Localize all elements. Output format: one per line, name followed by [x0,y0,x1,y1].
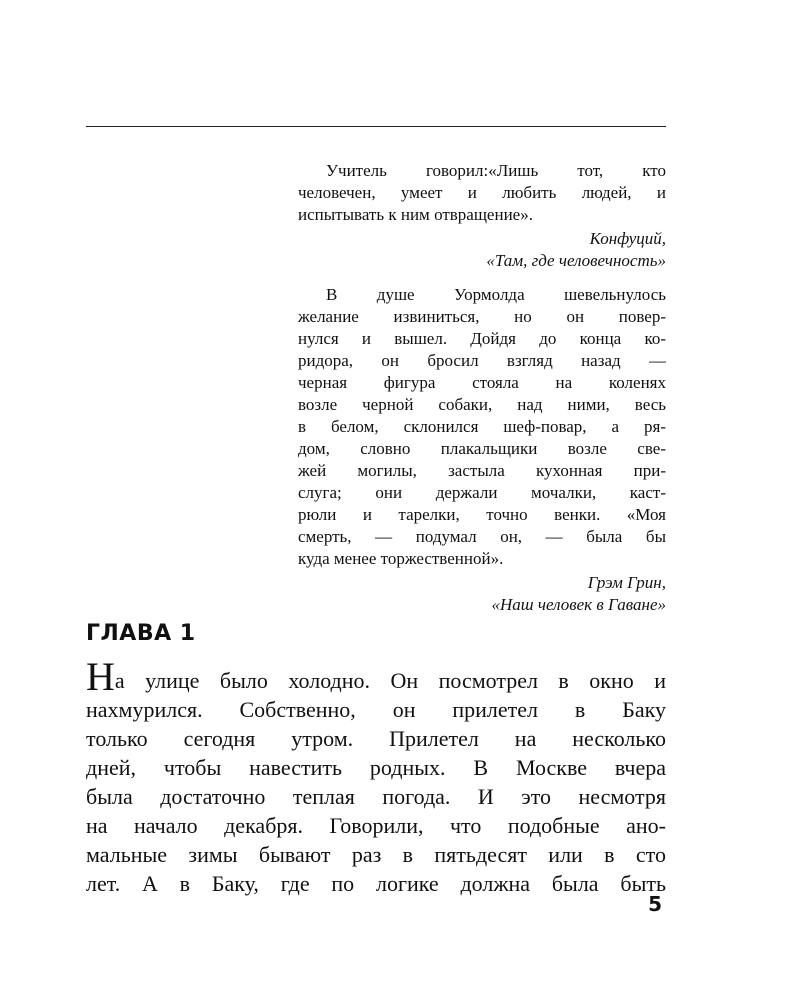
epigraph-line: нулся и вышел. Дойдя до конца ко- [298,329,666,348]
epigraph-line: смерть, — подумал он, — была бы [298,527,666,546]
epigraph-line: черная фигура стояла на коленях [298,373,666,392]
epigraph-source: «Там, где человечность» [486,251,666,270]
body-line: нахмурился. Собственно, он прилетел в Баку [86,697,666,722]
drop-cap: Н [86,654,115,699]
body-line: на начало декабря. Говорили, что подобные ано- [86,813,666,838]
page-number: 5 [648,892,662,916]
epigraph-line: В душе Уормолда шевельнулось [326,285,666,304]
epigraph-line: жей могилы, застыла кухонная при- [298,461,666,480]
chapter-title: ГЛАВА 1 [86,621,196,646]
epigraph-line: Учитель говорил:«Лишь тот, кто [326,161,666,180]
epigraph-line: слуга; они держали мочалки, каст- [298,483,666,502]
body-line: только сегодня утром. Прилетел на несколько [86,726,666,751]
epigraph-line: дом, словно плакальщики возле све- [298,439,666,458]
epigraph-source: «Наш человек в Гаване» [491,595,666,614]
epigraph-author: Конфуций, [589,229,666,248]
chapter-body [86,654,666,898]
epigraph-greene [298,284,666,616]
body-line: была достаточно теплая погода. И это несмотря [86,784,666,809]
epigraph-line: рюли и тарелки, точно венки. «Моя [298,505,666,524]
epigraph-confucius [298,160,666,272]
epigraph-line: желание извиниться, но он повер- [298,307,666,326]
epigraph-line: человечен, умеет и любить людей, и [298,183,666,202]
body-line-rest: а улице было холодно. Он посмотрел в окно и [114,668,666,693]
body-line-first [86,654,666,699]
epigraph-author: Грэм Грин, [587,573,666,592]
epigraph-line: испытывать к ним отвращение». [298,205,533,224]
body-line: мальные зимы бывают раз в пятьдесят или в сто [86,842,666,867]
epigraph-line: возле черной собаки, над ними, весь [298,395,666,414]
header-rule [86,126,666,127]
epigraph-line: куда менее торжественной». [298,549,504,568]
body-line: дней, чтобы навестить родных. В Москве вчера [86,755,666,780]
body-line: лет. А в Баку, где по логике должна была быть [86,871,666,896]
epigraph-line: ридора, он бросил взгляд назад — [298,351,666,370]
epigraph-line: в белом, склонился шеф-повар, а ря- [298,417,666,436]
